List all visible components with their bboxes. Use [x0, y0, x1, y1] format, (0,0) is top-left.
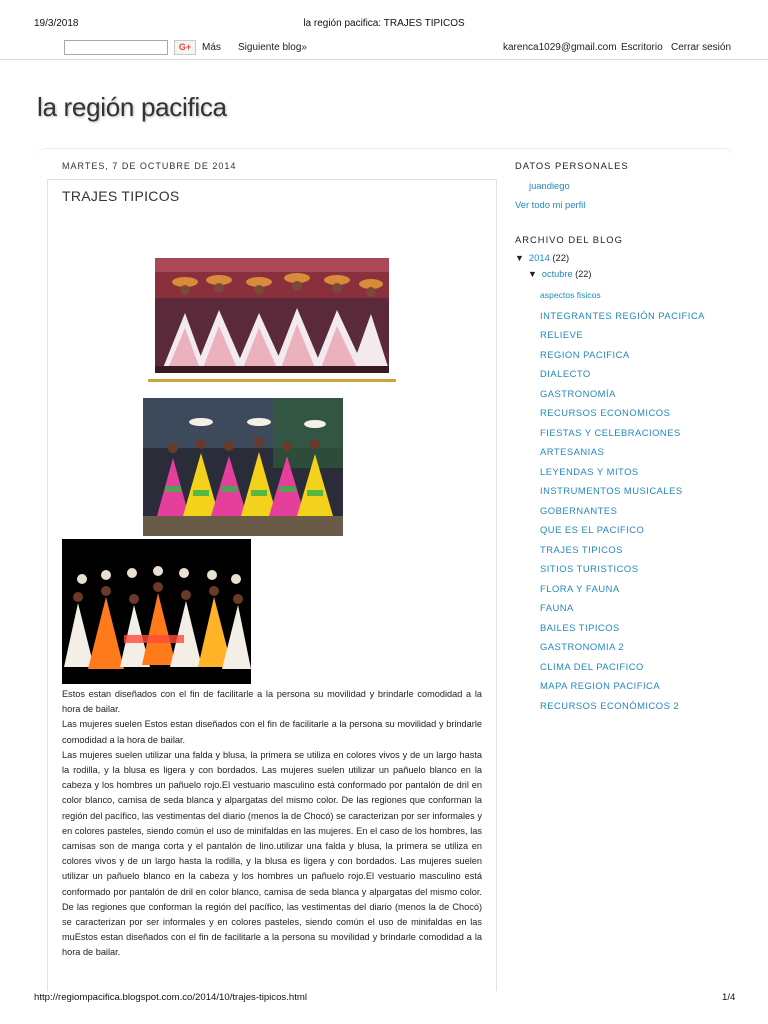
- archive-month-count: (22): [575, 269, 592, 279]
- post-body: [62, 687, 482, 961]
- print-date: 19/3/2018: [34, 18, 79, 29]
- dance-group-photo[interactable]: [62, 539, 251, 684]
- archive-post-link[interactable]: RECURSOS ECONOMICOS: [540, 407, 671, 418]
- sidebar: [515, 160, 735, 711]
- archive-post-link[interactable]: INSTRUMENTOS MUSICALES: [540, 485, 683, 496]
- print-page-number: 1/4: [722, 992, 736, 1003]
- archive-post-link[interactable]: GASTRONOMÍA: [540, 387, 616, 399]
- archive-post-link[interactable]: SITIOS TURISTICOS: [540, 563, 639, 574]
- archive-post-link[interactable]: FAUNA: [540, 602, 574, 613]
- print-header: [0, 0, 768, 34]
- archive-post-link[interactable]: CLIMA DEL PACIFICO: [540, 660, 644, 672]
- archive-post-link[interactable]: aspectos fisicos: [540, 290, 601, 300]
- profile-name-link[interactable]: juandiego: [529, 180, 570, 191]
- desktop-link[interactable]: Escritorio: [621, 42, 663, 53]
- archive-heading: ARCHIVO DEL BLOG: [515, 234, 623, 245]
- archive-post-link[interactable]: REGION PACIFICA: [540, 348, 630, 360]
- post-title[interactable]: TRAJES TIPICOS: [62, 188, 180, 204]
- archive-post-link[interactable]: RECURSOS ECONÓMICOS 2: [540, 699, 680, 711]
- more-link[interactable]: Más: [202, 42, 221, 53]
- archive-post-link[interactable]: TRAJES TIPICOS: [540, 543, 623, 555]
- archive-post-link[interactable]: DIALECTO: [540, 368, 591, 379]
- view-profile-link[interactable]: Ver todo mi perfil: [515, 199, 586, 210]
- triangle-down-icon[interactable]: ▼: [528, 269, 537, 279]
- archive-post-link[interactable]: FIESTAS Y CELEBRACIONES: [540, 426, 681, 438]
- archive-post-link[interactable]: LEYENDAS Y MITOS: [540, 465, 639, 477]
- archive-post-list: [540, 286, 740, 715]
- archive-month-link[interactable]: octubre: [541, 269, 573, 279]
- user-email: karenca1029@gmail.com: [503, 42, 617, 53]
- photo-divider: [148, 379, 396, 382]
- archive-post-link[interactable]: MAPA REGION PACIFICA: [540, 680, 661, 691]
- archive-year: [515, 252, 569, 263]
- post-paragraph: Las mujeres suelen utilizar una falda y blusa, la primera se utiliza en colores vivos y de un largo hasta la rodilla, y la blusa es ligera y con bordados. Las mujeres suelen utilizar un pañuelo blanco en la cabeza y los hombres un pañuelo rojo.El vestuario masculino está conformado por pantalón de dril en color blanco, camisa de seda blanca y alpargatas del mismo color. De las regiones que conforman la región del pacífico, las vestimentas del diario (menos la de Chocó) se caracterizan por ser informales y en colores pasteles, siendo común el uso de minifaldas en las mujeres. En el caso de los hombres, las camisas son de manga corta y el pantalón de lino.utilizar una falda y blusa, la primera se utiliza en colores vivos y de un largo hasta la rodilla, y la blusa es ligera y con bordados. Las mujeres suelen utilizar un pañuelo blanco en la cabeza y los hombres un pañuelo rojo.El vestuario masculino está conformado por pantalón de dril en color blanco, camisa de seda blanca y alpargatas del mismo color. De las regiones que conforman la región del pacífico, las vestimentas del diario (menos la de Chocó) se caracterizan por ser informales y en colores pasteles, siendo común el uso de minifaldas en las muEstos estan diseñados con el fin de facilitarle a la persona su movilidad y brindarle comodidad a la hora de bailar.: [62, 749, 482, 958]
- google-plus-icon[interactable]: G+: [174, 40, 196, 55]
- print-page-title: la región pacifica: TRAJES TIPICOS: [303, 18, 465, 29]
- triangle-down-icon[interactable]: ▼: [515, 253, 524, 263]
- print-url: http://regiompacifica.blogspot.com.co/2014/10/trajes-tipicos.html: [34, 992, 308, 1003]
- dancers-photo-white-dresses[interactable]: [155, 258, 389, 373]
- archive-year-count: (22): [552, 252, 570, 263]
- post-paragraph: Las mujeres suelen Estos estan diseñados con el fin de facilitarle a la persona su movilidad y brindarle comodidad a la hora de bailar.: [62, 719, 482, 745]
- archive-post-link[interactable]: RELIEVE: [540, 329, 584, 340]
- archive-post-link[interactable]: GASTRONOMIA 2: [540, 641, 625, 652]
- dancers-photo-colorful[interactable]: [143, 398, 343, 536]
- archive-post-link[interactable]: INTEGRANTES REGIÓN PACIFICA: [540, 309, 705, 321]
- archive-post-link[interactable]: ARTESANIAS: [540, 446, 605, 457]
- archive-post-link[interactable]: QUE ES EL PACIFICO: [540, 524, 645, 535]
- archive-month: [528, 269, 591, 279]
- post-date: MARTES, 7 DE OCTUBRE DE 2014: [62, 161, 237, 171]
- archive-post-link[interactable]: FLORA Y FAUNA: [540, 582, 620, 594]
- archive-year-link[interactable]: 2014: [528, 252, 550, 263]
- blog-title[interactable]: la región pacifica: [37, 92, 227, 122]
- post-paragraph: Estos estan diseñados con el fin de facilitarle a la persona su movilidad y brindarle comodidad a la hora de bailar.: [62, 689, 482, 715]
- next-blog-link[interactable]: Siguiente blog»: [238, 42, 307, 53]
- blogger-navbar: [0, 38, 768, 60]
- profile-heading: DATOS PERSONALES: [515, 160, 629, 171]
- search-input[interactable]: [64, 40, 168, 55]
- archive-post-link[interactable]: GOBERNANTES: [540, 504, 618, 516]
- archive-post-link[interactable]: BAILES TIPICOS: [540, 621, 620, 633]
- logout-link[interactable]: Cerrar sesión: [671, 42, 732, 53]
